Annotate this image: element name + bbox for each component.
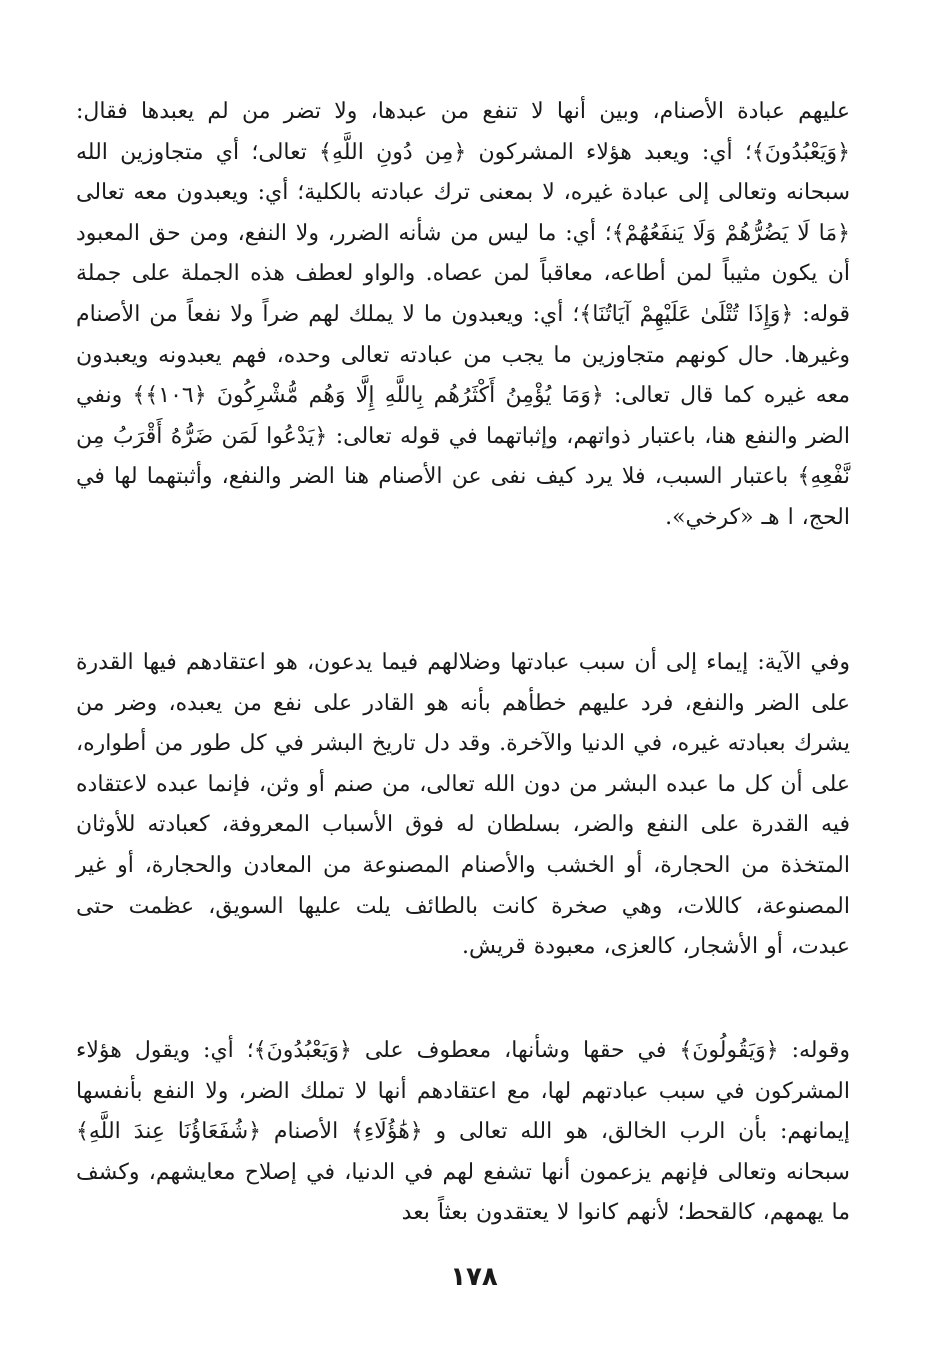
paragraph-1 xyxy=(76,92,850,539)
paragraph-2 xyxy=(76,643,850,968)
paragraph-text: وفي الآية: إيماء إلى أن سبب عبادتها وضلالهم فيما يدعون، هو اعتقادهم فيها القدرة على الضر والنفع، فرد عليهم خطأهم بأنه هو القادر على نفع من يعبده، وضر من يشرك بعبادته غيره، في الدنيا والآخرة. وقد دل تاريخ البشر في كل طور من أطواره، على أن كل ما عبده البشر من دون الله تعالى، من صنم أو وثن، فإنما عبده لاعتقاده فيه القدرة على النفع والضر، بسلطان له فوق الأسباب المعروفة، كعبادته للأوثان المتخذة من الحجارة، أو الخشب والأصنام المصنوعة من المعادن والحجارة، أو غير المصنوعة، كاللات، وهي صخرة كانت بالطائف يلت عليها السويق، عظمت حتى عبدت، أو الأشجار، كالعزى، معبودة قريش. xyxy=(76,650,851,960)
paragraph-text: عليهم عبادة الأصنام، وبين أنها لا تنفع من عبدها، ولا تضر من لم يعبدها فقال: ﴿وَيَعْبُدُونَ﴾؛ أي: ويعبد هؤلاء المشركون ﴿مِن دُونِ اللَّهِ﴾ تعالى؛ أي متجاوزين الله سبحانه وتعالى إلى عبادة غيره، لا بمعنى ترك عبادته بالكلية؛ أي: ويعبدون معه تعالى ﴿مَا لَا يَضُرُّهُمْ وَلَا يَنفَعُهُمْ﴾؛ أي: ما ليس من شأنه الضرر، ولا النفع، ومن حق المعبود أن يكون مثيباً لمن أطاعه، معاقباً لمن عصاه. والواو لعطف هذه الجملة على جملة قوله: ﴿وَإِذَا تُتْلَىٰ عَلَيْهِمْ آيَاتُنَا﴾؛ أي: ويعبدون ما لا يملك لهم ضراً ولا نفعاً من الأصنام وغيرها. حال كونهم متجاوزين ما يجب من عبادته تعالى وحده، فهم يعبدونه ويعبدون معه غيره كما قال تعالى: ﴿وَمَا يُؤْمِنُ أَكْثَرُهُم بِاللَّهِ إِلَّا وَهُم مُّشْرِكُونَ ﴿١٠٦﴾﴾ ونفي الضر والنفع هنا، باعتبار ذواتهم، وإثباتهما في قوله تعالى: ﴿يَدْعُوا لَمَن ضَرُّهُ أَقْرَبُ مِن نَّفْعِهِ﴾ باعتبار السبب، فلا يرد كيف نفى عن الأصنام هنا الضر والنفع، وأثبتهما لها في الحج، ا هـ «كرخي». xyxy=(76,99,850,530)
paragraph-text: وقوله: ﴿وَيَقُولُونَ﴾ في حقها وشأنها، معطوف على ﴿وَيَعْبُدُونَ﴾؛ أي: ويقول هؤلاء المشركون في سبب عبادتهم لها، مع اعتقادهم أنها لا تملك الضر، ولا النفع بأنفسها إيمانهم: بأن الرب الخالق، هو الله تعالى و ﴿هَٰؤُلَاءِ﴾ الأصنام ﴿شُفَعَاؤُنَا عِندَ اللَّهِ﴾ سبحانه وتعالى فإنهم يزعمون أنها تشفع لهم في الدنيا، في إصلاح معايشهم، وكشف ما يهمهم، كالقحط؛ لأنهم كانوا لا يعتقدون بعثاً بعد xyxy=(76,1038,850,1226)
page-number: ١٧٨ xyxy=(450,1262,498,1292)
paragraph-3 xyxy=(76,1031,850,1234)
